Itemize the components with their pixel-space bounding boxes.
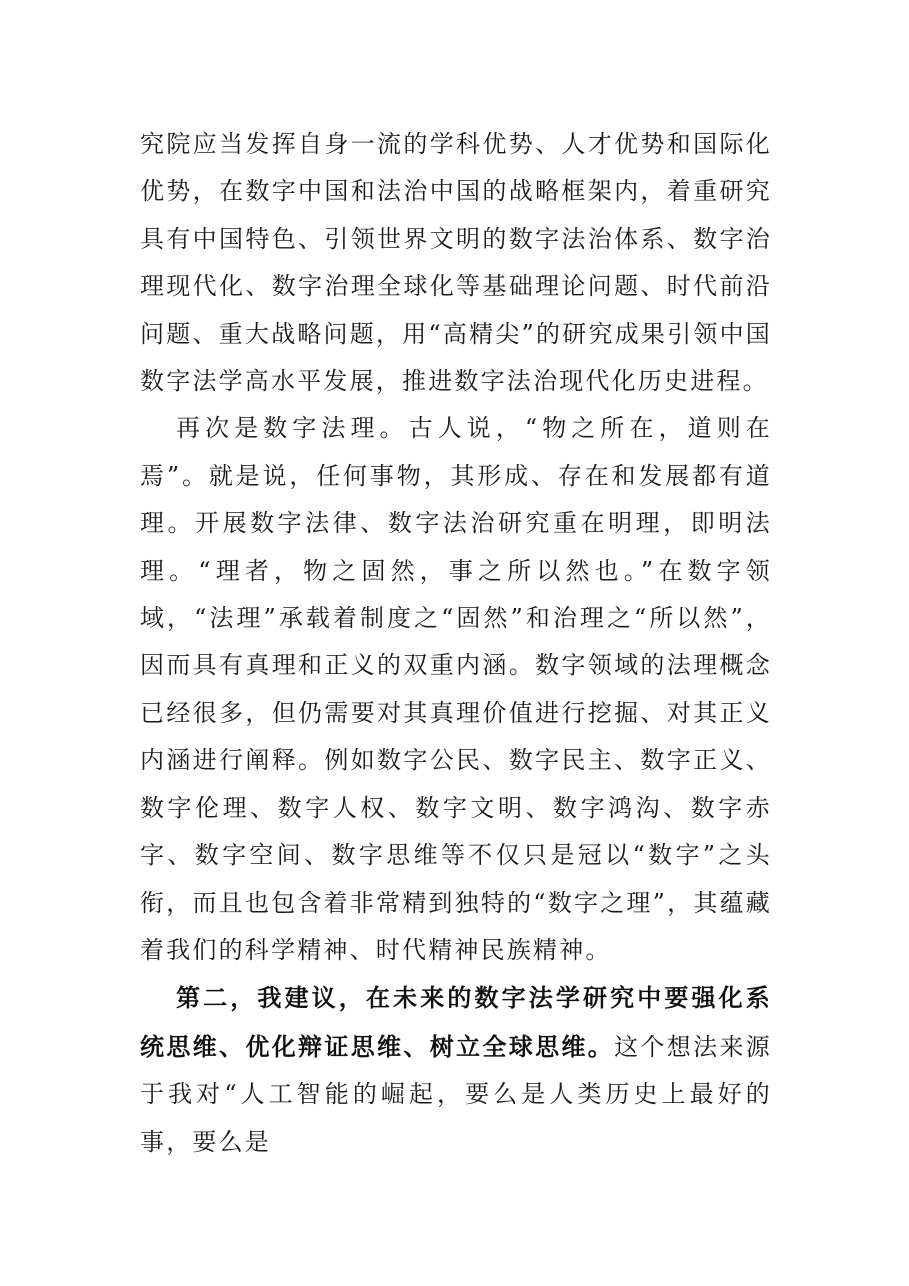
paragraph-second-suggestion	[140, 974, 772, 1166]
paragraph-digital-jurisprudence	[140, 405, 772, 974]
paragraph-text: 再次是数字法理。古人说，“物之所在，道则在焉”。就是说，任何事物，其形成、存在和发展都有道理。开展数字法律、数字法治研究重在明理，即明法理。“理者，物之固然，事之所以然也。”在数字领域，“法理”承载着制度之“固然”和治理之“所以然”，因而具有真理和正义的双重内涵。数字领域的法理概念已经很多，但仍需要对其真理价值进行挖掘、对其正义内涵进行阐释。例如数字公民、数字民主、数字正义、数字伦理、数字人权、数字文明、数字鸿沟、数字赤字、数字空间、数字思维等不仅只是冠以“数字”之头衔，而且也包含着非常精到独特的“数字之理”，其蕴藏着我们的科学精神、时代精神民族精神。	[140, 414, 772, 964]
paragraph-bold-lead: 第二，我建议，在未来的数字法学研究中要强化系统思维、优化辩证思维、树立全球思维。	[140, 983, 772, 1061]
document-body	[140, 121, 772, 1166]
paragraph-text: 究院应当发挥自身一流的学科优势、人才优势和国际化优势，在数字中国和法治中国的战略框架内，着重研究具有中国特色、引领世界文明的数字法治体系、数字治理现代化、数字治理全球化等基础理论问题、时代前沿问题、重大战略问题，用“高精尖”的研究成果引领中国数字法学高水平发展，推进数字法治现代化历史进程。	[140, 130, 772, 396]
paragraph-continued	[140, 121, 772, 405]
paragraph-text: 这个想法来源于我对“人工智能的崛起，要么是人类历史上最好的事，要么是	[140, 1032, 772, 1156]
